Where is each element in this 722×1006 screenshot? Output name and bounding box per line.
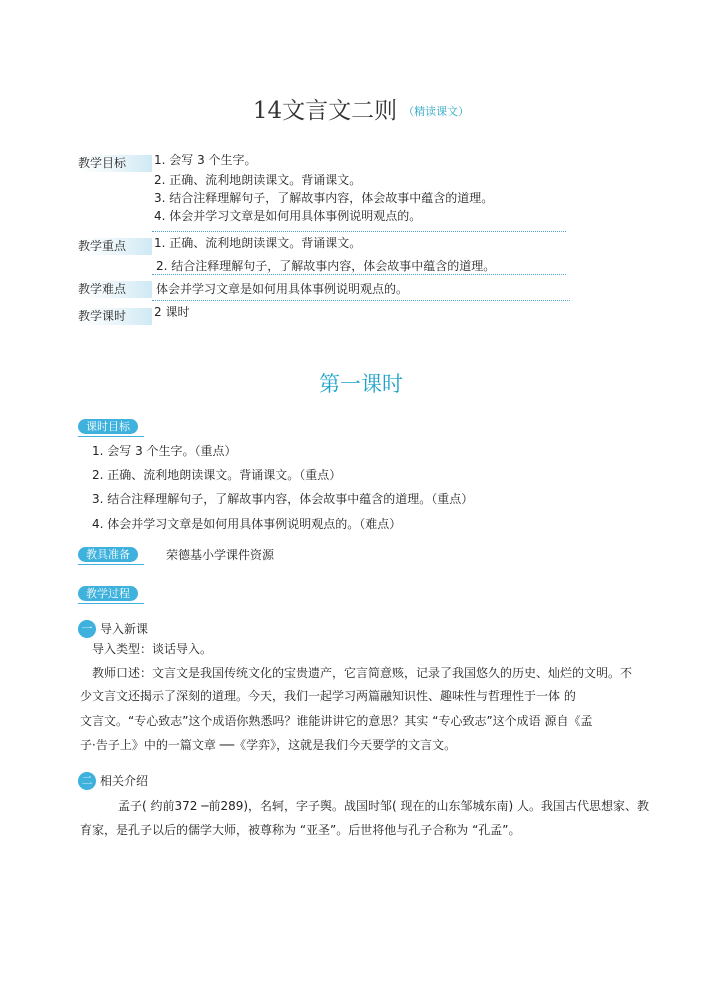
title-text: 14文言文二则 xyxy=(252,98,398,124)
section-number: 二 xyxy=(78,772,96,790)
difficulty-label: 教学难点 xyxy=(78,281,152,298)
goal-line-4: 4. 体会并学习文章是如何用具体事例说明观点的。 xyxy=(154,209,422,223)
objective-1: 1. 会写 3 个生字。（重点） xyxy=(92,444,237,458)
section-1-line-2: 教师口述：文言文是我国传统文化的宝贵遗产，它言简意赅，记录了我国悠久的历史、灿烂的文明。不 xyxy=(92,666,633,680)
page-title xyxy=(0,92,722,125)
process-label: 教学过程 xyxy=(78,586,138,601)
section-1-line-5: 子·告子上》中的一篇文章 ──《学弈》，这就是我们今天要学的文言文。 xyxy=(80,738,457,752)
prep-text: 荣德基小学课件资源 xyxy=(166,548,275,562)
section-2-line-1: 孟子( 约前372 ─前289)，名轲，字子舆。战国时邹( 现在的山东邹城东南) 人。我国古代思想家、教 xyxy=(118,799,650,813)
focus-line-2: 2. 结合注释理解句子，了解故事内容，体会故事中蕴含的道理。 xyxy=(156,259,496,273)
goal-line-3: 3. 结合注释理解句子，了解故事内容，体会故事中蕴含的道理。 xyxy=(154,191,494,205)
goals-label: 教学目标 xyxy=(78,155,152,172)
divider xyxy=(152,274,566,275)
divider xyxy=(152,300,570,301)
goal-line-1: 1. 会写 3 个生字。 xyxy=(154,153,257,167)
focus-line-1: 1. 正确、流利地朗读课文。背诵课文。 xyxy=(154,236,362,250)
title-subtitle: （精读课文） xyxy=(403,105,470,118)
difficulty-text: 体会并学习文章是如何用具体事例说明观点的。 xyxy=(156,282,409,296)
divider xyxy=(152,231,566,232)
objective-4: 4. 体会并学习文章是如何用具体事例说明观点的。（难点） xyxy=(92,517,402,531)
focus-label: 教学重点 xyxy=(78,238,152,255)
section-heading: 导入新课 xyxy=(100,622,149,636)
section-heading: 相关介绍 xyxy=(100,774,149,788)
hours-text: 2 课时 xyxy=(154,305,190,319)
hours-label: 教学课时 xyxy=(78,308,152,325)
section-number: 一 xyxy=(78,620,96,638)
objective-2: 2. 正确、流利地朗读课文。背诵课文。（重点） xyxy=(92,468,342,482)
section-1-line-3: 少文言文还揭示了深刻的道理。今天，我们一起学习两篇融知识性、趣味性与哲理性于一体 的 xyxy=(80,689,576,703)
lesson-title: 第一课时 xyxy=(319,372,403,396)
objective-3: 3. 结合注释理解句子，了解故事内容，体会故事中蕴含的道理。（重点） xyxy=(92,492,474,506)
goal-line-2: 2. 正确、流利地朗读课文。背诵课文。 xyxy=(154,173,362,187)
section-1-line-4: 文言文。“专心致志”这个成语你熟悉吗？谁能讲讲它的意思？其实 “专心致志”这个成语 源自《孟 xyxy=(80,714,593,728)
section-1-line-1: 导入类型：谈话导入。 xyxy=(92,642,213,656)
prep-label: 教具准备 xyxy=(78,547,138,562)
objectives-label: 课时目标 xyxy=(78,419,138,434)
section-2-line-2: 育家，是孔子以后的儒学大师，被尊称为 “亚圣”。后世将他与孔子合称为 “孔孟”。 xyxy=(80,823,521,837)
